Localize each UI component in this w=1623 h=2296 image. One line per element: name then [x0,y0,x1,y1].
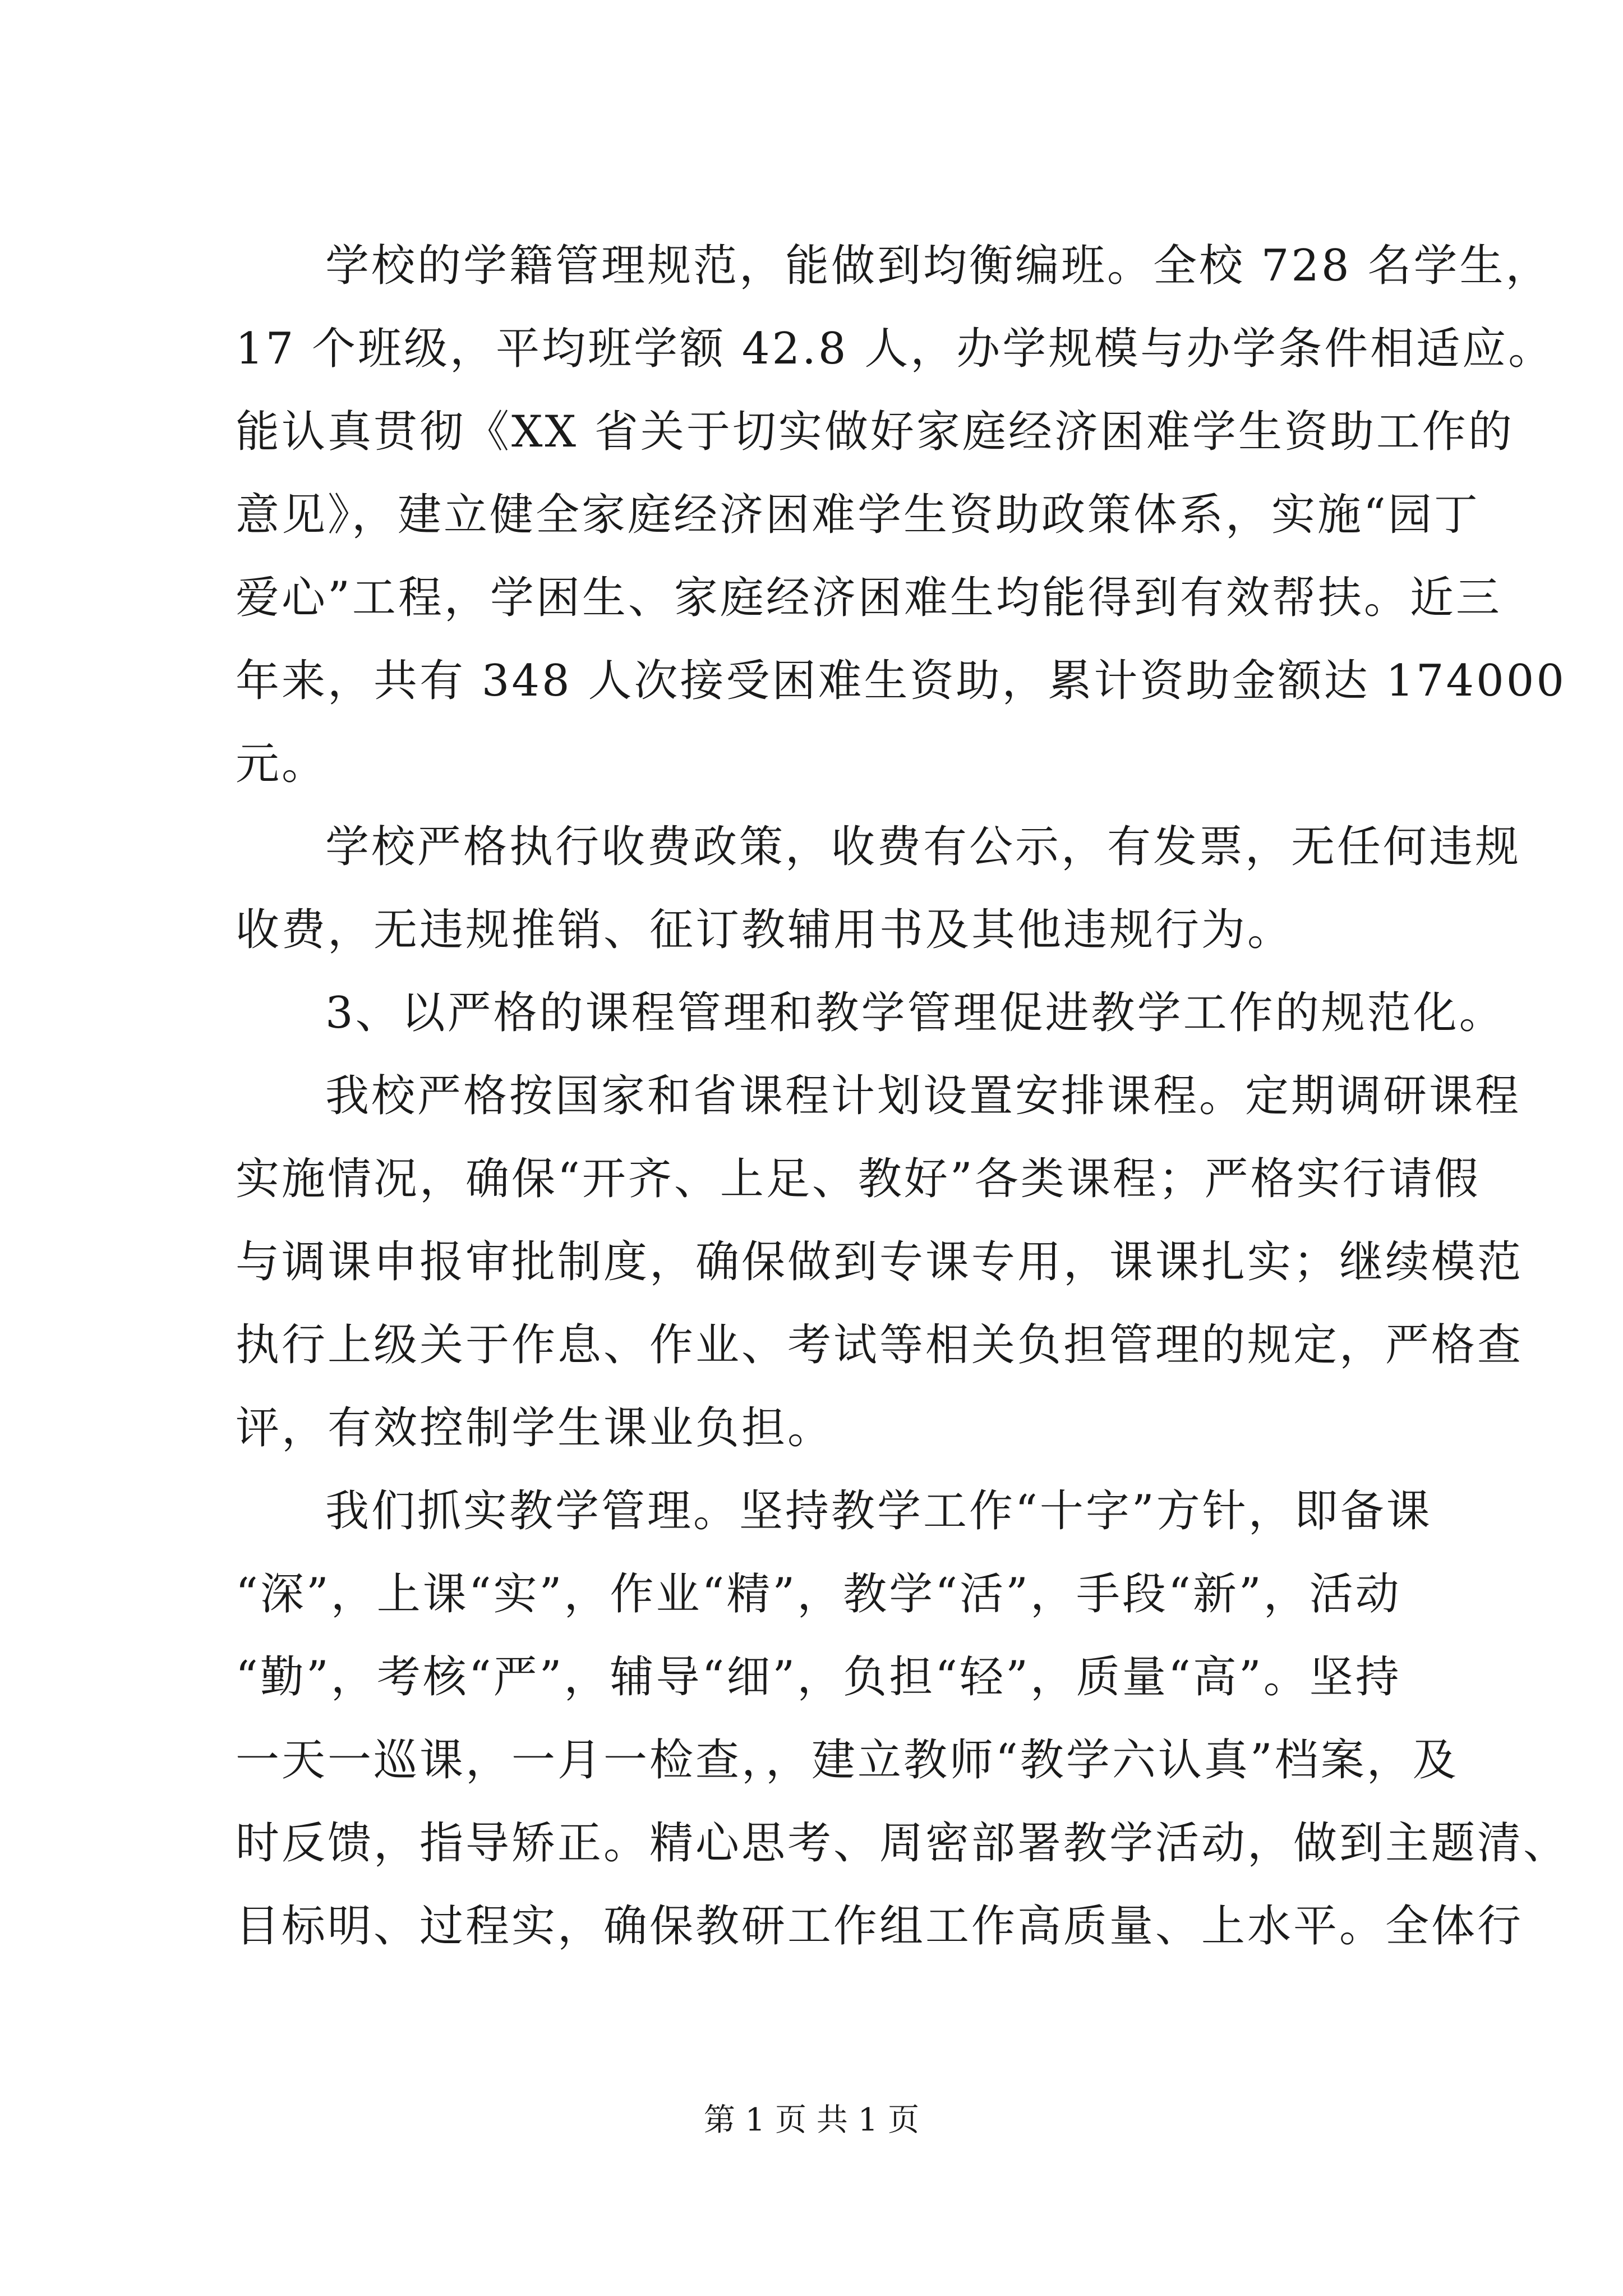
text-line: 执行上级关于作息、作业、考试等相关负担管理的规定，严格查 [236,1320,1524,1370]
text-line: 17 个班级，平均班学额 42.8 人，办学规模与办学条件相适应。 [236,324,1555,374]
text-line: “勤”，考核“严”，辅导“细”，负担“轻”，质量“高”。坚持 [236,1652,1401,1703]
text-line: 我们抓实教学管理。坚持教学工作“十字”方针，即备课 [325,1486,1432,1536]
text-line: 能认真贯彻《XX 省关于切实做好家庭经济困难学生资助工作的 [236,407,1514,457]
text-line: 我校严格按国家和省课程计划设置安排课程。定期调研课程 [325,1071,1521,1121]
text-line: 收费，无违规推销、征订教辅用书及其他违规行为。 [236,905,1294,955]
body-text [236,224,1570,1968]
text-line: 学校严格执行收费政策，收费有公示，有发票，无任何违规 [325,822,1521,872]
text-line: 评，有效控制学生课业负担。 [236,1403,834,1453]
text-line: 目标明、过程实，确保教研工作组工作高质量、上水平。全体行 [236,1901,1524,1952]
text-line: 与调课申报审批制度，确保做到专课专用，课课扎实；继续模范 [236,1237,1524,1287]
text-line: 时反馈，指导矫正。精心思考、周密部署教学活动，做到主题清、 [236,1818,1570,1869]
text-line: 学校的学籍管理规范，能做到均衡编班。全校 728 名学生， [325,241,1552,291]
text-line: 爱心”工程，学困生、家庭经济困难生均能得到有效帮扶。近三 [236,573,1502,623]
text-line: 一天一巡课，一月一检查，，建立教师“教学六认真”档案，及 [236,1735,1459,1786]
text-line: 年来，共有 348 人次接受困难生资助，累计资助金额达 174000 [236,656,1567,706]
text-line: 意见》，建立健全家庭经济困难学生资助政策体系，实施“园丁 [236,490,1480,540]
section-heading: 3、以严格的课程管理和教学管理促进教学工作的规范化。 [325,988,1505,1038]
page-number: 第 1 页 共 1 页 [703,2102,920,2138]
text-line: “深”，上课“实”，作业“精”，教学“活”，手段“新”，活动 [236,1569,1401,1619]
text-line: 元。 [236,739,328,789]
text-line: 实施情况，确保“开齐、上足、教好”各类课程；严格实行请假 [236,1154,1481,1204]
